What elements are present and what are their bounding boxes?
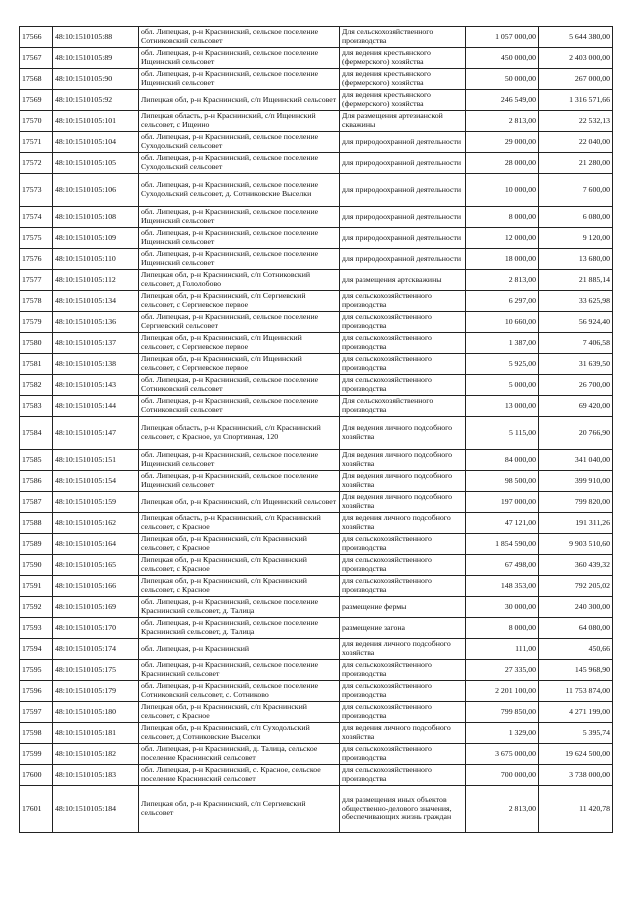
area-cell: 148 353,00 — [466, 576, 539, 597]
permitted-use-cell: для сельскохозяйственного производства — [340, 681, 466, 702]
row-number-cell: 17582 — [20, 375, 53, 396]
cadastral-value-cell: 792 205,02 — [539, 576, 613, 597]
table-row — [20, 132, 613, 153]
area-cell: 246 549,00 — [466, 90, 539, 111]
cadastral-value-cell: 11 753 874,00 — [539, 681, 613, 702]
address-cell: обл. Липецкая, р-н Краснинский, д. Талица, сельское поселение Краснинский сельсовет — [139, 744, 340, 765]
address-cell: обл. Липецкая, р-н Краснинский, сельское поселение Ищеинский сельсовет — [139, 69, 340, 90]
cadastral-value-cell: 341 040,00 — [539, 450, 613, 471]
row-number-cell: 17593 — [20, 618, 53, 639]
permitted-use-cell: для сельскохозяйственного производства — [340, 534, 466, 555]
row-number-cell: 17589 — [20, 534, 53, 555]
permitted-use-cell: для сельскохозяйственного производства — [340, 744, 466, 765]
area-cell: 2 201 100,00 — [466, 681, 539, 702]
permitted-use-cell: Для сельскохозяйственного производства — [340, 396, 466, 417]
cadastral-value-cell: 9 903 510,60 — [539, 534, 613, 555]
area-cell: 30 000,00 — [466, 597, 539, 618]
table-row — [20, 702, 613, 723]
table-row — [20, 153, 613, 174]
address-cell: обл. Липецкая, р-н Краснинский, сельское поселение Краснинский сельсовет, д. Талица — [139, 597, 340, 618]
cadastral-value-cell: 22 040,00 — [539, 132, 613, 153]
cadastral-value-cell: 11 420,78 — [539, 786, 613, 833]
row-number-cell: 17576 — [20, 249, 53, 270]
cadastral-value-cell: 22 532,13 — [539, 111, 613, 132]
permitted-use-cell: для природоохранной деятельности — [340, 207, 466, 228]
cadastral-number-cell: 48:10:1510105:144 — [53, 396, 139, 417]
address-cell: обл. Липецкая, р-н Краснинский, сельское поселение Ищеинский сельсовет — [139, 207, 340, 228]
table-row — [20, 69, 613, 90]
table-body — [20, 27, 613, 833]
address-cell: обл. Липецкая, р-н Краснинский, сельское поселение Ищеинский сельсовет — [139, 450, 340, 471]
row-number-cell: 17574 — [20, 207, 53, 228]
permitted-use-cell: для природоохранной деятельности — [340, 249, 466, 270]
cadastral-number-cell: 48:10:1510105:147 — [53, 417, 139, 450]
row-number-cell: 17594 — [20, 639, 53, 660]
area-cell: 8 000,00 — [466, 618, 539, 639]
table-row — [20, 660, 613, 681]
cadastral-value-cell: 240 300,00 — [539, 597, 613, 618]
address-cell: обл. Липецкая, р-н Краснинский, сельское поселение Ищеинский сельсовет — [139, 228, 340, 249]
table-row — [20, 639, 613, 660]
cadastral-number-cell: 48:10:1510105:159 — [53, 492, 139, 513]
table-row — [20, 207, 613, 228]
permitted-use-cell: для природоохранной деятельности — [340, 132, 466, 153]
cadastral-number-cell: 48:10:1510105:162 — [53, 513, 139, 534]
address-cell: Липецкая обл, р-н Краснинский, с/п Ищеинский сельсовет, с Сергиевское первое — [139, 354, 340, 375]
cadastral-value-cell: 5 644 380,00 — [539, 27, 613, 48]
cadastral-value-cell: 21 885,14 — [539, 270, 613, 291]
row-number-cell: 17588 — [20, 513, 53, 534]
row-number-cell: 17583 — [20, 396, 53, 417]
cadastral-number-cell: 48:10:1510105:138 — [53, 354, 139, 375]
row-number-cell: 17570 — [20, 111, 53, 132]
address-cell: обл. Липецкая, р-н Краснинский, сельское поселение Ищеинский сельсовет — [139, 471, 340, 492]
table-row — [20, 111, 613, 132]
table-row — [20, 249, 613, 270]
table-row — [20, 786, 613, 833]
area-cell: 5 000,00 — [466, 375, 539, 396]
permitted-use-cell: Для сельскохозяйственного производства — [340, 27, 466, 48]
area-cell: 12 000,00 — [466, 228, 539, 249]
cadastral-number-cell: 48:10:1510105:164 — [53, 534, 139, 555]
address-cell: Липецкая обл, р-н Краснинский, с/п Краснинский сельсовет, с Красное — [139, 702, 340, 723]
area-cell: 28 000,00 — [466, 153, 539, 174]
permitted-use-cell: для ведения личного подсобного хозяйства — [340, 639, 466, 660]
row-number-cell: 17569 — [20, 90, 53, 111]
cadastral-number-cell: 48:10:1510105:166 — [53, 576, 139, 597]
permitted-use-cell: для сельскохозяйственного производства — [340, 576, 466, 597]
table-row — [20, 228, 613, 249]
table-row — [20, 471, 613, 492]
cadastral-number-cell: 48:10:1510105:101 — [53, 111, 139, 132]
row-number-cell: 17587 — [20, 492, 53, 513]
cadastral-number-cell: 48:10:1510105:88 — [53, 27, 139, 48]
cadastral-number-cell: 48:10:1510105:110 — [53, 249, 139, 270]
row-number-cell: 17581 — [20, 354, 53, 375]
cadastral-number-cell: 48:10:1510105:174 — [53, 639, 139, 660]
address-cell: обл. Липецкая, р-н Краснинский, сельское поселение Краснинский сельсовет — [139, 660, 340, 681]
address-cell: обл. Липецкая, р-н Краснинский, сельское поселение Ищеинский сельсовет — [139, 48, 340, 69]
permitted-use-cell: для сельскохозяйственного производства — [340, 702, 466, 723]
row-number-cell: 17598 — [20, 723, 53, 744]
cadastral-number-cell: 48:10:1510105:92 — [53, 90, 139, 111]
cadastral-value-cell: 399 910,00 — [539, 471, 613, 492]
row-number-cell: 17571 — [20, 132, 53, 153]
address-cell: обл. Липецкая, р-н Краснинский, сельское поселение Сотниковский сельсовет — [139, 27, 340, 48]
cadastral-number-cell: 48:10:1510105:104 — [53, 132, 139, 153]
address-cell: Липецкая область, р-н Краснинский, с/п Краснинский сельсовет, с Красное, ул Спортивная, 120 — [139, 417, 340, 450]
row-number-cell: 17600 — [20, 765, 53, 786]
cadastral-number-cell: 48:10:1510105:89 — [53, 48, 139, 69]
permitted-use-cell: для сельскохозяйственного производства — [340, 333, 466, 354]
row-number-cell: 17573 — [20, 174, 53, 207]
row-number-cell: 17585 — [20, 450, 53, 471]
cadastral-value-cell: 7 600,00 — [539, 174, 613, 207]
area-cell: 799 850,00 — [466, 702, 539, 723]
cadastral-value-cell: 13 680,00 — [539, 249, 613, 270]
area-cell: 47 121,00 — [466, 513, 539, 534]
cadastral-value-cell: 56 924,40 — [539, 312, 613, 333]
address-cell: Липецкая обл, р-н Краснинский, с/п Ищеинский сельсовет — [139, 90, 340, 111]
cadastral-number-cell: 48:10:1510105:108 — [53, 207, 139, 228]
row-number-cell: 17584 — [20, 417, 53, 450]
address-cell: обл. Липецкая, р-н Краснинский, сельское поселение Краснинский сельсовет, д. Талица — [139, 618, 340, 639]
cadastral-number-cell: 48:10:1510105:169 — [53, 597, 139, 618]
permitted-use-cell: для сельскохозяйственного производства — [340, 312, 466, 333]
cadastral-number-cell: 48:10:1510105:105 — [53, 153, 139, 174]
table-row — [20, 765, 613, 786]
permitted-use-cell: для сельскохозяйственного производства — [340, 765, 466, 786]
row-number-cell: 17596 — [20, 681, 53, 702]
cadastral-value-cell: 2 403 000,00 — [539, 48, 613, 69]
cadastral-value-cell: 19 624 500,00 — [539, 744, 613, 765]
cadastral-value-cell: 69 420,00 — [539, 396, 613, 417]
row-number-cell: 17579 — [20, 312, 53, 333]
cadastral-value-cell: 31 639,50 — [539, 354, 613, 375]
area-cell: 27 335,00 — [466, 660, 539, 681]
cadastral-value-cell: 26 700,00 — [539, 375, 613, 396]
area-cell: 111,00 — [466, 639, 539, 660]
table-row — [20, 354, 613, 375]
table-row — [20, 534, 613, 555]
area-cell: 1 854 590,00 — [466, 534, 539, 555]
address-cell: обл. Липецкая, р-н Краснинский — [139, 639, 340, 660]
row-number-cell: 17572 — [20, 153, 53, 174]
address-cell: обл. Липецкая, р-н Краснинский, сельское поселение Суходольский сельсовет — [139, 132, 340, 153]
address-cell: Липецкая обл, р-н Краснинский, с/п Краснинский сельсовет, с Красное — [139, 576, 340, 597]
cadastral-value-cell: 20 766,90 — [539, 417, 613, 450]
table-row — [20, 375, 613, 396]
table-row — [20, 555, 613, 576]
table-row — [20, 618, 613, 639]
table-row — [20, 27, 613, 48]
cadastral-number-cell: 48:10:1510105:151 — [53, 450, 139, 471]
area-cell: 1 329,00 — [466, 723, 539, 744]
permitted-use-cell: для размещения артскважины — [340, 270, 466, 291]
address-cell: обл. Липецкая, р-н Краснинский, сельское поселение Сотниковский сельсовет, с. Сотниково — [139, 681, 340, 702]
address-cell: обл. Липецкая, р-н Краснинский, сельское поселение Суходольский сельсовет, д. Сотниковские Выселки — [139, 174, 340, 207]
permitted-use-cell: для ведения личного подсобного хозяйства — [340, 723, 466, 744]
row-number-cell: 17591 — [20, 576, 53, 597]
permitted-use-cell: для размещения иных объектов общественно-делового значения, обеспечивающих жизнь граждан — [340, 786, 466, 833]
address-cell: обл. Липецкая, р-н Краснинский, сельское поселение Сергиевский сельсовет — [139, 312, 340, 333]
area-cell: 3 675 000,00 — [466, 744, 539, 765]
cadastral-value-cell: 21 280,00 — [539, 153, 613, 174]
address-cell: Липецкая область, р-н Краснинский, с/п Ищеинский сельсовет, с Ищеино — [139, 111, 340, 132]
area-cell: 197 000,00 — [466, 492, 539, 513]
cadastral-value-cell: 145 968,90 — [539, 660, 613, 681]
table-row — [20, 513, 613, 534]
cadastral-number-cell: 48:10:1510105:175 — [53, 660, 139, 681]
row-number-cell: 17586 — [20, 471, 53, 492]
table-row — [20, 333, 613, 354]
address-cell: обл. Липецкая, р-н Краснинский, сельское поселение Сотниковский сельсовет — [139, 375, 340, 396]
cadastral-value-cell: 64 080,00 — [539, 618, 613, 639]
permitted-use-cell: для природоохранной деятельности — [340, 228, 466, 249]
land-registry-table — [19, 26, 613, 833]
permitted-use-cell: Для размещения артезианской скважины — [340, 111, 466, 132]
address-cell: Липецкая обл, р-н Краснинский, с/п Ищеинский сельсовет — [139, 492, 340, 513]
cadastral-value-cell: 191 311,26 — [539, 513, 613, 534]
cadastral-value-cell: 450,66 — [539, 639, 613, 660]
row-number-cell: 17568 — [20, 69, 53, 90]
table-row — [20, 291, 613, 312]
cadastral-number-cell: 48:10:1510105:106 — [53, 174, 139, 207]
permitted-use-cell: для ведения личного подсобного хозяйства — [340, 513, 466, 534]
permitted-use-cell: для ведения крестьянского (фермерского) хозяйства — [340, 69, 466, 90]
area-cell: 84 000,00 — [466, 450, 539, 471]
permitted-use-cell: для сельскохозяйственного производства — [340, 354, 466, 375]
cadastral-value-cell: 799 820,00 — [539, 492, 613, 513]
cadastral-number-cell: 48:10:1510105:136 — [53, 312, 139, 333]
cadastral-value-cell: 9 120,00 — [539, 228, 613, 249]
area-cell: 98 500,00 — [466, 471, 539, 492]
address-cell: обл. Липецкая, р-н Краснинский, сельское поселение Ищеинский сельсовет — [139, 249, 340, 270]
row-number-cell: 17575 — [20, 228, 53, 249]
table-row — [20, 744, 613, 765]
table-row — [20, 450, 613, 471]
cadastral-value-cell: 1 316 571,66 — [539, 90, 613, 111]
cadastral-number-cell: 48:10:1510105:112 — [53, 270, 139, 291]
address-cell: Липецкая обл, р-н Краснинский, с/п Краснинский сельсовет, с Красное — [139, 555, 340, 576]
row-number-cell: 17578 — [20, 291, 53, 312]
area-cell: 13 000,00 — [466, 396, 539, 417]
address-cell: Липецкая обл, р-н Краснинский, с/п Ищеинский сельсовет, с Сергиевское первое — [139, 333, 340, 354]
address-cell: обл. Липецкая, р-н Краснинский, сельское поселение Суходольский сельсовет — [139, 153, 340, 174]
address-cell: Липецкая обл, р-н Краснинский, с/п Краснинский сельсовет, с Красное — [139, 534, 340, 555]
area-cell: 450 000,00 — [466, 48, 539, 69]
address-cell: Липецкая обл, р-н Краснинский, с/п Сергиевский сельсовет — [139, 786, 340, 833]
address-cell: Липецкая обл, р-н Краснинский, с/п Суходольский сельсовет, д Сотниковские Выселки — [139, 723, 340, 744]
permitted-use-cell: Для ведения личного подсобного хозяйства — [340, 417, 466, 450]
cadastral-value-cell: 4 271 199,00 — [539, 702, 613, 723]
cadastral-number-cell: 48:10:1510105:165 — [53, 555, 139, 576]
row-number-cell: 17577 — [20, 270, 53, 291]
area-cell: 10 660,00 — [466, 312, 539, 333]
permitted-use-cell: для природоохранной деятельности — [340, 174, 466, 207]
area-cell: 700 000,00 — [466, 765, 539, 786]
area-cell: 10 000,00 — [466, 174, 539, 207]
cadastral-value-cell: 267 000,00 — [539, 69, 613, 90]
table-row — [20, 312, 613, 333]
row-number-cell: 17567 — [20, 48, 53, 69]
permitted-use-cell: для ведения крестьянского (фермерского) хозяйства — [340, 90, 466, 111]
address-cell: Липецкая обл, р-н Краснинский, с/п Сергиевский сельсовет, с Сергиевское первое — [139, 291, 340, 312]
cadastral-value-cell: 33 625,98 — [539, 291, 613, 312]
table-row — [20, 492, 613, 513]
cadastral-number-cell: 48:10:1510105:143 — [53, 375, 139, 396]
area-cell: 1 057 000,00 — [466, 27, 539, 48]
cadastral-value-cell: 5 395,74 — [539, 723, 613, 744]
table-row — [20, 90, 613, 111]
row-number-cell: 17592 — [20, 597, 53, 618]
cadastral-number-cell: 48:10:1510105:170 — [53, 618, 139, 639]
cadastral-number-cell: 48:10:1510105:154 — [53, 471, 139, 492]
row-number-cell: 17597 — [20, 702, 53, 723]
permitted-use-cell: размещение загона — [340, 618, 466, 639]
permitted-use-cell: Для ведения личного подсобного хозяйства — [340, 471, 466, 492]
row-number-cell: 17601 — [20, 786, 53, 833]
cadastral-number-cell: 48:10:1510105:182 — [53, 744, 139, 765]
cadastral-value-cell: 3 738 000,00 — [539, 765, 613, 786]
table-row — [20, 48, 613, 69]
row-number-cell: 17590 — [20, 555, 53, 576]
row-number-cell: 17599 — [20, 744, 53, 765]
permitted-use-cell: Для ведения личного подсобного хозяйства — [340, 492, 466, 513]
row-number-cell: 17580 — [20, 333, 53, 354]
area-cell: 8 000,00 — [466, 207, 539, 228]
area-cell: 6 297,00 — [466, 291, 539, 312]
cadastral-value-cell: 360 439,32 — [539, 555, 613, 576]
cadastral-number-cell: 48:10:1510105:137 — [53, 333, 139, 354]
table-row — [20, 597, 613, 618]
cadastral-number-cell: 48:10:1510105:134 — [53, 291, 139, 312]
area-cell: 18 000,00 — [466, 249, 539, 270]
permitted-use-cell: для сельскохозяйственного производства — [340, 660, 466, 681]
permitted-use-cell: размещение фермы — [340, 597, 466, 618]
permitted-use-cell: для сельскохозяйственного производства — [340, 291, 466, 312]
address-cell: обл. Липецкая, р-н Краснинский, сельское поселение Сотниковский сельсовет — [139, 396, 340, 417]
table-row — [20, 576, 613, 597]
cadastral-value-cell: 7 406,58 — [539, 333, 613, 354]
area-cell: 1 387,00 — [466, 333, 539, 354]
cadastral-value-cell: 6 080,00 — [539, 207, 613, 228]
area-cell: 67 498,00 — [466, 555, 539, 576]
permitted-use-cell: Для ведения личного подсобного хозяйства — [340, 450, 466, 471]
cadastral-number-cell: 48:10:1510105:109 — [53, 228, 139, 249]
area-cell: 2 813,00 — [466, 270, 539, 291]
table-row — [20, 396, 613, 417]
cadastral-number-cell: 48:10:1510105:179 — [53, 681, 139, 702]
address-cell: обл. Липецкая, р-н Краснинский, с. Красное, сельское поселение Краснинский сельсовет — [139, 765, 340, 786]
row-number-cell: 17566 — [20, 27, 53, 48]
area-cell: 5 925,00 — [466, 354, 539, 375]
cadastral-number-cell: 48:10:1510105:183 — [53, 765, 139, 786]
address-cell: Липецкая область, р-н Краснинский, с/п Краснинский сельсовет, с Красное — [139, 513, 340, 534]
table-row — [20, 174, 613, 207]
address-cell: Липецкая обл, р-н Краснинский, с/п Сотниковский сельсовет, д Гололобово — [139, 270, 340, 291]
permitted-use-cell: для природоохранной деятельности — [340, 153, 466, 174]
cadastral-number-cell: 48:10:1510105:90 — [53, 69, 139, 90]
permitted-use-cell: для сельскохозяйственного производства — [340, 555, 466, 576]
table-row — [20, 723, 613, 744]
table-row — [20, 417, 613, 450]
cadastral-number-cell: 48:10:1510105:184 — [53, 786, 139, 833]
cadastral-number-cell: 48:10:1510105:181 — [53, 723, 139, 744]
cadastral-number-cell: 48:10:1510105:180 — [53, 702, 139, 723]
area-cell: 5 115,00 — [466, 417, 539, 450]
area-cell: 2 813,00 — [466, 786, 539, 833]
table-row — [20, 270, 613, 291]
area-cell: 29 000,00 — [466, 132, 539, 153]
area-cell: 2 813,00 — [466, 111, 539, 132]
permitted-use-cell: для ведения крестьянского (фермерского) хозяйства — [340, 48, 466, 69]
row-number-cell: 17595 — [20, 660, 53, 681]
table-row — [20, 681, 613, 702]
area-cell: 50 000,00 — [466, 69, 539, 90]
permitted-use-cell: для сельскохозяйственного производства — [340, 375, 466, 396]
